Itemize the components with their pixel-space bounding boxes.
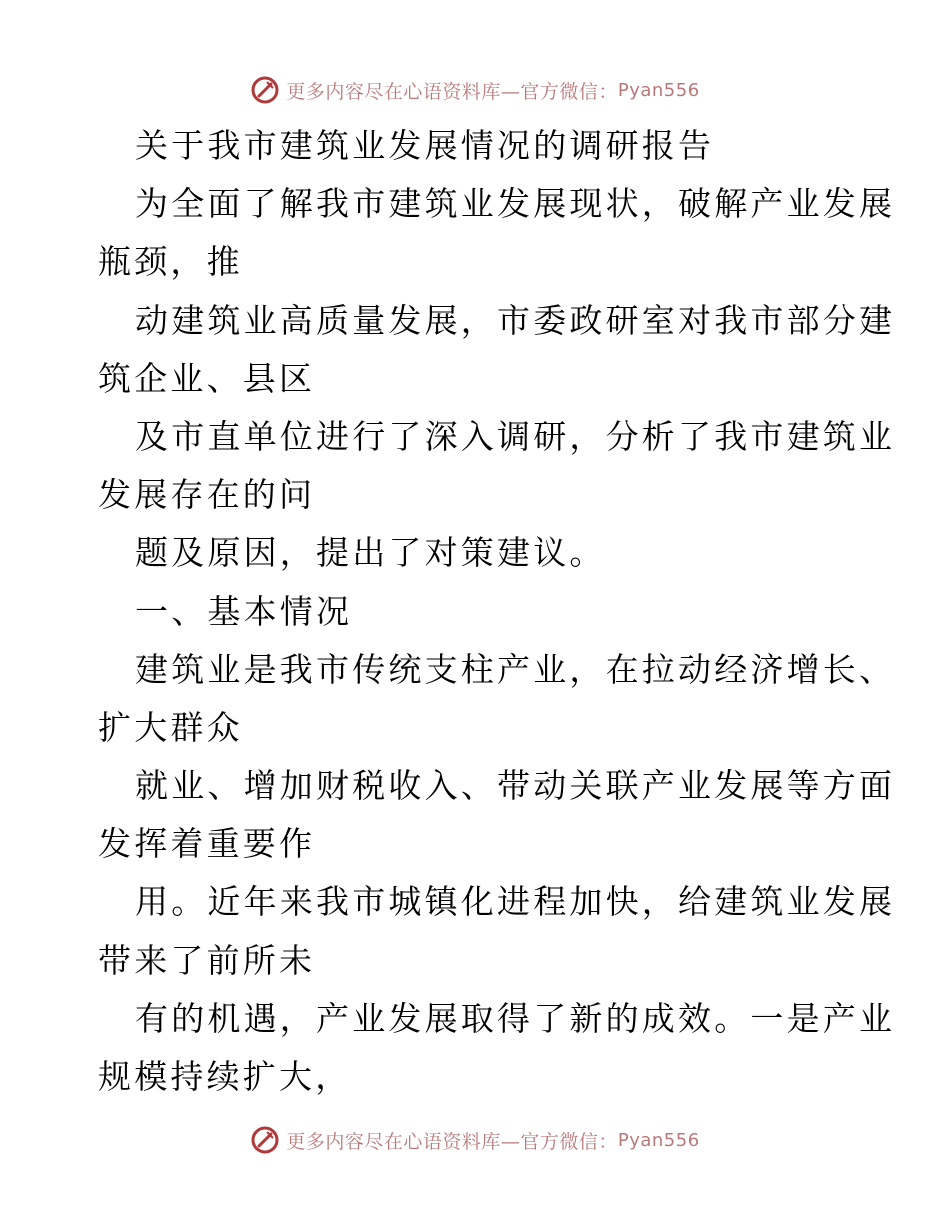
line-4: 动建筑业高质量发展，市委政研室对我市部分建 — [135, 300, 896, 340]
line-15: 带来了前所未 — [98, 940, 316, 980]
line-12: 就业、增加财税收入、带动关联产业发展等方面 — [135, 766, 896, 806]
watermark-wechat-id: Pyan556 — [617, 79, 700, 101]
line-6: 及市直单位进行了深入调研，分析了我市建筑业 — [135, 416, 896, 456]
line-13: 发挥着重要作 — [98, 824, 316, 864]
line-1: 关于我市建筑业发展情况的调研报告 — [135, 126, 715, 165]
line-3: 瓶颈，推 — [98, 242, 243, 282]
line-8: 题及原因，提出了对策建议。 — [135, 533, 606, 573]
brand-logo-icon — [250, 75, 280, 105]
header-watermark — [0, 72, 950, 108]
line-16: 有的机遇，产业发展取得了新的成效。一是产业 — [135, 998, 896, 1038]
line-7: 发展存在的问 — [98, 475, 316, 515]
watermark-text: 更多内容尽在心语资料库—官方微信： — [286, 80, 618, 103]
footer-watermark — [0, 1122, 950, 1158]
watermark-wechat-id: Pyan556 — [617, 1129, 700, 1151]
brand-logo-icon — [250, 1125, 280, 1155]
line-14: 用。近年来我市城镇化进程加快，给建筑业发展 — [135, 882, 896, 922]
line-11: 扩大群众 — [98, 707, 243, 747]
line-5: 筑企业、县区 — [98, 358, 316, 398]
watermark-text: 更多内容尽在心语资料库—官方微信： — [286, 1130, 618, 1153]
section-heading: 一、基本情况 — [135, 591, 353, 631]
line-17: 规模持续扩大， — [98, 1057, 352, 1096]
line-2: 为全面了解我市建筑业发展现状，破解产业发展 — [135, 184, 896, 224]
line-10: 建筑业是我市传统支柱产业，在拉动经济增长、 — [135, 649, 896, 689]
document-body — [98, 117, 896, 1106]
